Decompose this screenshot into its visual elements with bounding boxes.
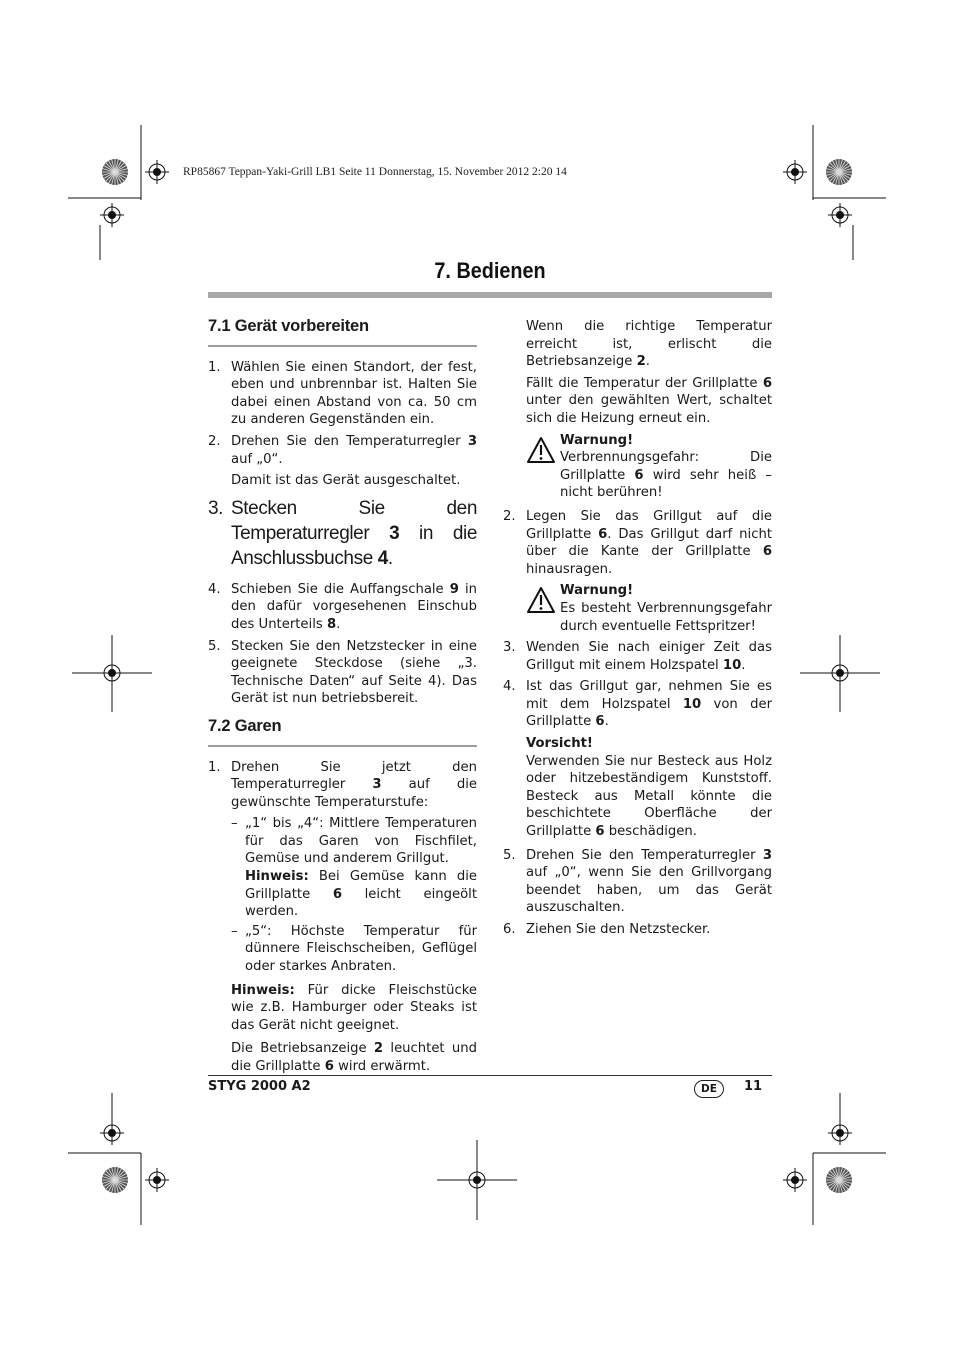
sub-item-text: „5“: Höchste Temperatur für dünnere Fleischscheiben, Geflügel oder starkes Anbraten. (245, 923, 477, 975)
step-number: 5. (503, 847, 516, 863)
list-item (208, 359, 477, 429)
step-number: 2. (503, 508, 516, 524)
language-badge: DE (694, 1080, 724, 1098)
list-item (503, 639, 772, 674)
list-item (208, 638, 477, 708)
step-text: Drehen Sie den Temperaturregler 3 auf „0“, wenn Sie den Grillvorgang beendet haben, um das Gerät auszuschalten. (526, 847, 772, 916)
step-note: Damit ist das Gerät ausgeschaltet. (231, 473, 461, 489)
step-text: Schieben Sie die Auffangschale 9 in den dafür vorgesehenen Einschub des Unterteils 8. (231, 581, 477, 632)
sub-item-text: „1“ bis „4“: Mittlere Temperaturen für das Garen von Fischfilet, Gemüse und anderem Grillgut. Hinweis: Bei Gemüse kann die Grillplatte 6 leicht eingeölt werden. (245, 816, 477, 920)
step-number: 3. (208, 497, 224, 519)
hint-paragraph: Hinweis: Für dicke Fleischstücke wie z.B. Hamburger oder Steaks ist das Gerät nicht geeignet. (231, 982, 477, 1033)
paragraph: Wenn die richtige Temperatur erreicht ist, erlischt die Betriebsanzeige 2. (526, 319, 772, 370)
list-item (208, 433, 477, 468)
step-text: Stecken Sie den Temperaturregler 3 in die Anschlussbuchse 4. (231, 497, 477, 569)
step-number: 3. (503, 640, 516, 656)
warning-title: Warnung! (560, 583, 634, 599)
step-text: Drehen Sie den Temperaturregler 3 auf „0“. (231, 433, 477, 467)
dash-bullet: – (231, 923, 238, 939)
sub-list-item (231, 815, 477, 921)
print-header: RP85867 Teppan-Yaki-Grill LB1 Seite 11 Donnerstag, 15. November 2012 2:20 14 (183, 166, 567, 178)
warning-triangle-icon (526, 582, 560, 635)
section-heading-prepare: 7.1 Gerät vorbereiten (208, 318, 477, 347)
step-text: Drehen Sie jetzt den Temperaturregler 3 auf die gewünschte Temperaturstufe: (231, 759, 477, 810)
caution-title: Vorsicht! (526, 736, 593, 752)
starburst-mark (102, 159, 128, 185)
list-item (503, 508, 772, 578)
left-column (208, 318, 477, 1080)
list-item (503, 678, 772, 731)
starburst-mark (826, 1167, 852, 1193)
note-paragraph: Die Betriebsanzeige 2 leuchtet und die Grillplatte 6 wird erwärmt. (231, 1041, 477, 1074)
list-item (503, 847, 772, 917)
step-text: Wählen Sie einen Standort, der fest, eben und unbrennbar ist. Halten Sie dabei einen Abstand von ca. 50 cm zu anderen Gegenständen ein. (231, 359, 477, 428)
warning-box (526, 432, 772, 502)
starburst-mark (102, 1167, 128, 1193)
caution-box (526, 735, 772, 841)
chapter-title: 7. Bedienen (434, 258, 546, 283)
step-number: 1. (208, 759, 221, 775)
right-column (503, 318, 772, 943)
list-item (503, 921, 772, 939)
step-text: Stecken Sie den Netzstecker in eine geeignete Steckdose (siehe „3. Technische Daten“ auf Seite 4). Das Gerät ist nun betriebsbereit. (231, 638, 477, 707)
page-number: 11 (744, 1079, 763, 1094)
title-bar (208, 292, 772, 298)
step-number: 5. (208, 638, 221, 654)
step-number: 1. (208, 359, 221, 375)
step-text: Ziehen Sie den Netzstecker. (526, 922, 711, 937)
footer-model: STYG 2000 A2 (208, 1079, 311, 1094)
list-item (208, 581, 477, 634)
step-number: 4. (503, 679, 516, 695)
paragraph: Fällt die Temperatur der Grillplatte 6 unter den gewählten Wert, schaltet sich die Heizung erneut ein. (526, 375, 772, 426)
step-text: Wenden Sie nach einiger Zeit das Grillgut mit einem Holzspatel 10. (526, 640, 772, 673)
warning-triangle-icon (526, 432, 560, 502)
list-item-large (208, 496, 477, 571)
step-number: 2. (208, 433, 221, 449)
dash-bullet: – (231, 816, 238, 832)
warning-text: Es besteht Verbrennungsgefahr durch eventuelle Fettspritzer! (560, 600, 772, 634)
warning-title: Warnung! (560, 432, 634, 448)
warning-text: Verbrennungsgefahr: Die Grillplatte 6 wird sehr heiß – nicht berühren! (560, 450, 773, 501)
starburst-mark (826, 159, 852, 185)
step-number: 4. (208, 581, 221, 597)
step-number: 6. (503, 922, 516, 937)
sub-list-item (231, 923, 477, 976)
step-text: Legen Sie das Grillgut auf die Grillplatte 6. Das Grillgut darf nicht über die Kante der Grillplatte 6 hinausragen. (526, 508, 772, 577)
footer-rule (208, 1075, 772, 1076)
caution-text: Verwenden Sie nur Besteck aus Holz oder hitzebeständigem Kunststoff. Besteck aus Metall könnte die beschichtete Oberfläche der Grillplatte 6 beschädigen. (526, 753, 772, 840)
section-heading-cooking: 7.2 Garen (208, 718, 477, 747)
warning-box (526, 582, 772, 635)
step-text: Ist das Grillgut gar, nehmen Sie es mit dem Holzspatel 10 von der Grillplatte 6. (526, 679, 772, 730)
list-item (208, 759, 477, 812)
